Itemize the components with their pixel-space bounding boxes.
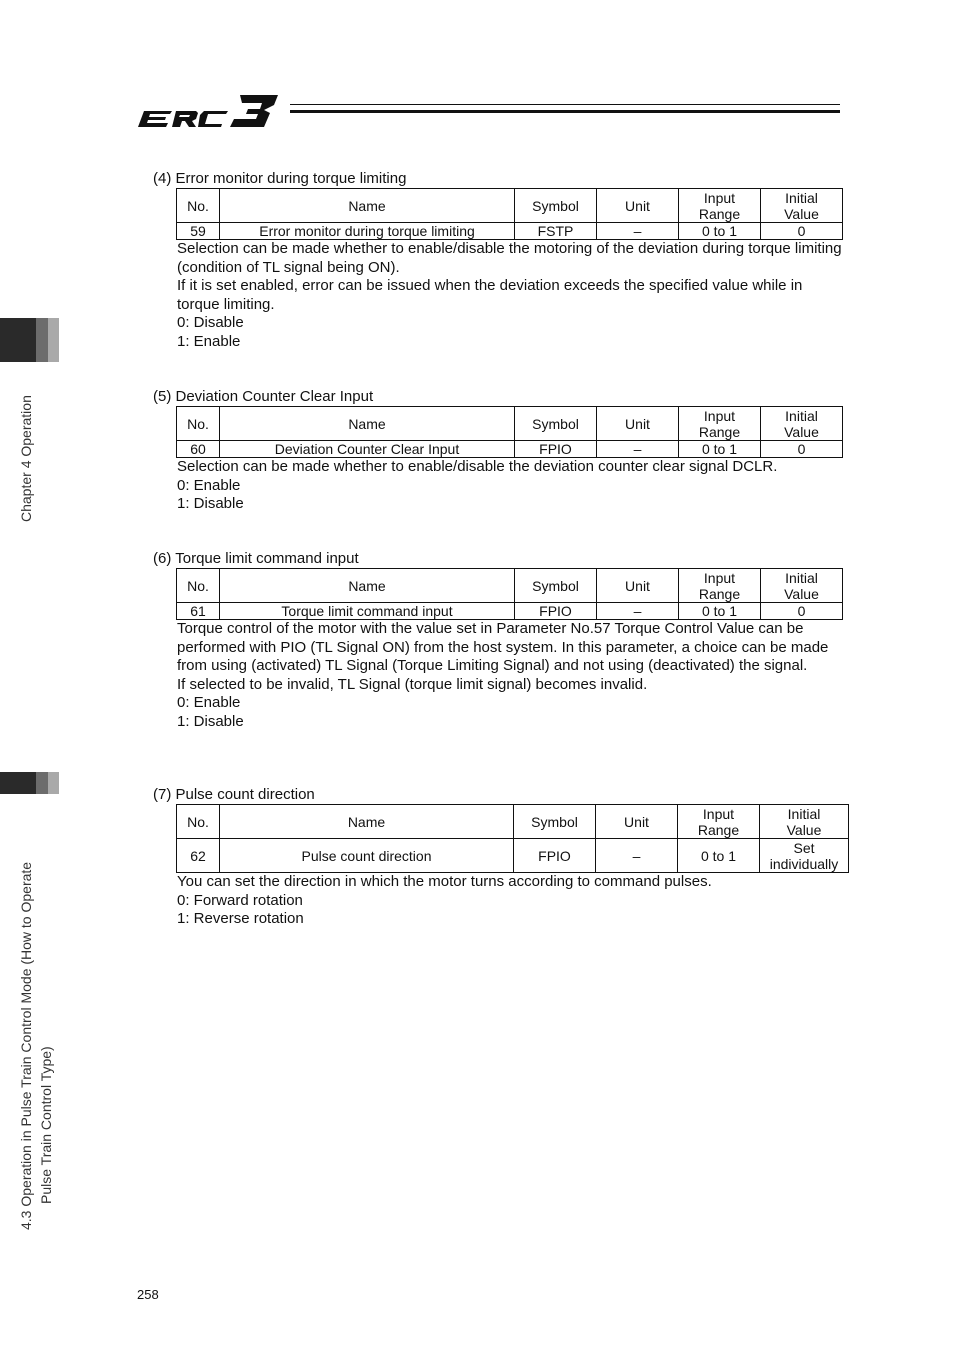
section-label-line2: Pulse Train Control Type) bbox=[38, 1046, 54, 1204]
desc-line: Torque control of the motor with the value set in Parameter No.57 Torque Control Value can be performed with PIO (TL Signal ON) from the host system. In this parameter, a choice can be made from using (activated) TL Signal (Torque Limiting Signal) and not using (deactivated) the signal. bbox=[177, 620, 829, 674]
header-input-range: Input Range bbox=[679, 569, 761, 603]
cell-unit: – bbox=[597, 441, 679, 458]
desc-line: Selection can be made whether to enable/disable the motoring of the deviation during torque limiting (condition of TL signal being ON). bbox=[177, 240, 842, 276]
table-header-row bbox=[177, 407, 843, 441]
desc-line: 0: Enable bbox=[177, 476, 241, 494]
cell-unit: – bbox=[597, 223, 679, 240]
section-error-monitor bbox=[153, 170, 853, 351]
cell-no: 61 bbox=[177, 603, 220, 620]
table-header-row bbox=[177, 805, 849, 839]
header-unit: Unit bbox=[596, 805, 678, 839]
header-initial-value: Initial Value bbox=[761, 569, 843, 603]
header-unit: Unit bbox=[597, 569, 679, 603]
cell-name: Deviation Counter Clear Input bbox=[220, 441, 515, 458]
section-description bbox=[177, 620, 847, 731]
header-rule-thin bbox=[290, 104, 840, 105]
header-name: Name bbox=[220, 569, 515, 603]
header-initial-value: Initial Value bbox=[761, 407, 843, 441]
header-symbol: Symbol bbox=[514, 805, 596, 839]
header-no: No. bbox=[177, 805, 220, 839]
page-number: 258 bbox=[137, 1287, 159, 1302]
parameter-table bbox=[176, 406, 843, 458]
header-rule-thick bbox=[290, 110, 840, 113]
cell-initial: 0 bbox=[761, 441, 843, 458]
chapter-label: Chapter 4 Operation bbox=[18, 395, 34, 522]
cell-symbol: FPIO bbox=[515, 441, 597, 458]
header-input-range: Input Range bbox=[679, 189, 761, 223]
parameter-table bbox=[176, 568, 843, 620]
section-title: (5) Deviation Counter Clear Input bbox=[153, 388, 374, 405]
parameter-table bbox=[176, 804, 849, 873]
header-no: No. bbox=[177, 569, 220, 603]
header-input-range: Input Range bbox=[678, 805, 760, 839]
cell-symbol: FPIO bbox=[514, 839, 596, 873]
header-unit: Unit bbox=[597, 189, 679, 223]
cell-symbol: FSTP bbox=[515, 223, 597, 240]
cell-no: 62 bbox=[177, 839, 220, 873]
desc-line: If selected to be invalid, TL Signal (torque limit signal) becomes invalid. bbox=[177, 675, 648, 693]
cell-symbol: FPIO bbox=[515, 603, 597, 620]
section-title: (6) Torque limit command input bbox=[153, 550, 359, 567]
section-title: (7) Pulse count direction bbox=[153, 786, 315, 803]
header-initial-value: Initial Value bbox=[760, 805, 849, 839]
table-row bbox=[177, 839, 849, 873]
section-pulse-count-direction bbox=[153, 786, 853, 929]
parameter-table bbox=[176, 188, 843, 240]
header-name: Name bbox=[220, 189, 515, 223]
cell-range: 0 to 1 bbox=[678, 839, 760, 873]
header-initial-value: Initial Value bbox=[761, 189, 843, 223]
header-name: Name bbox=[220, 805, 514, 839]
desc-line: 1: Disable bbox=[177, 712, 244, 730]
cell-initial: 0 bbox=[761, 223, 843, 240]
section-label-line1: 4.3 Operation in Pulse Train Control Mode (How to Operate bbox=[18, 861, 34, 1230]
erc3-logo-graphic bbox=[136, 93, 281, 131]
header-input-range: Input Range bbox=[679, 407, 761, 441]
table-row bbox=[177, 441, 843, 458]
desc-line: If it is set enabled, error can be issued when the deviation exceeds the specified value while in torque limiting. bbox=[177, 277, 803, 313]
header-no: No. bbox=[177, 189, 220, 223]
header-symbol: Symbol bbox=[515, 189, 597, 223]
header-symbol: Symbol bbox=[515, 407, 597, 441]
section-description bbox=[177, 458, 847, 514]
erc3-logo bbox=[136, 93, 281, 136]
desc-line: 1: Reverse rotation bbox=[177, 910, 304, 927]
desc-line: 0: Forward rotation bbox=[177, 891, 303, 909]
cell-name: Pulse count direction bbox=[220, 839, 514, 873]
table-row bbox=[177, 603, 843, 620]
section-title: (4) Error monitor during torque limiting bbox=[153, 170, 407, 187]
header-symbol: Symbol bbox=[515, 569, 597, 603]
cell-unit: – bbox=[597, 603, 679, 620]
header-name: Name bbox=[220, 407, 515, 441]
desc-line: 1: Disable bbox=[177, 495, 244, 512]
cell-no: 59 bbox=[177, 223, 220, 240]
section-torque-limit-input bbox=[153, 550, 853, 731]
desc-line: You can set the direction in which the motor turns according to command pulses. bbox=[177, 873, 712, 890]
section-description bbox=[177, 873, 847, 929]
cell-unit: – bbox=[596, 839, 678, 873]
desc-line: 1: Enable bbox=[177, 332, 241, 350]
cell-range: 0 to 1 bbox=[679, 441, 761, 458]
cell-no: 60 bbox=[177, 441, 220, 458]
cell-initial: Set individually bbox=[760, 839, 849, 873]
header-unit: Unit bbox=[597, 407, 679, 441]
cell-initial: 0 bbox=[761, 603, 843, 620]
desc-line: 0: Enable bbox=[177, 694, 241, 711]
header-no: No. bbox=[177, 407, 220, 441]
table-header-row bbox=[177, 569, 843, 603]
cell-range: 0 to 1 bbox=[679, 603, 761, 620]
section-deviation-counter bbox=[153, 388, 853, 514]
cell-range: 0 to 1 bbox=[679, 223, 761, 240]
cell-name: Torque limit command input bbox=[220, 603, 515, 620]
table-row bbox=[177, 223, 843, 240]
table-header-row bbox=[177, 189, 843, 223]
desc-line: Selection can be made whether to enable/disable the deviation counter clear signal DCLR. bbox=[177, 458, 778, 475]
cell-name: Error monitor during torque limiting bbox=[220, 223, 515, 240]
desc-line: 0: Disable bbox=[177, 314, 244, 331]
section-description bbox=[177, 240, 847, 351]
